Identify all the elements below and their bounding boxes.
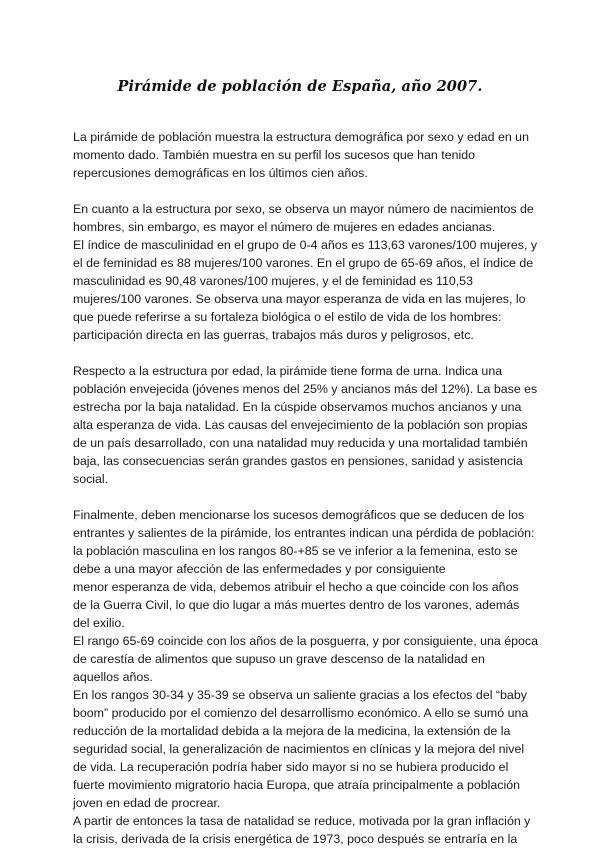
- text-line: momento dado. También muestra en su perfil los sucesos que han tenido: [73, 148, 476, 162]
- text-line: El rango 65-69 coincide con los años de la posguerra, y por consiguiente, una época: [73, 634, 538, 648]
- text-line: reducción de la mortalidad debida a la mejora de la medicina, la extensión de la: [73, 724, 511, 738]
- paragraph-sex-structure: [73, 200, 543, 344]
- text-line: boom” producido por el comienzo del desarrollismo económico. A ello se sumó una: [73, 706, 529, 720]
- text-line: menor esperanza de vida, debemos atribuir el hecho a que coincide con los años: [73, 580, 519, 594]
- text-line: de la Guerra Civil, lo que dio lugar a más muertes dentro de los varones, además: [73, 598, 520, 612]
- text-line: La pirámide de población muestra la estructura demográfica por sexo y edad en un: [73, 130, 529, 144]
- text-line: En los rangos 30-34 y 35-39 se observa un saliente gracias a los efectos del “baby: [73, 688, 527, 702]
- text-line: mujeres/100 varones. Se observa una mayor esperanza de vida en las mujeres, lo: [73, 292, 526, 306]
- text-line: entrantes y salientes de la pirámide, los entrantes indican una pérdida de población:: [73, 526, 535, 540]
- text-line: Respecto a la estructura por edad, la pirámide tiene forma de urna. Indica una: [73, 364, 503, 378]
- text-line: fuerte movimiento migratorio hacia Europa, que atraía principalmente a población: [73, 778, 521, 792]
- text-line: repercusiones demográficas en los últimos cien años.: [73, 166, 368, 180]
- paragraph-demographic-events: [73, 506, 543, 848]
- text-line: social.: [73, 472, 109, 486]
- paragraph-intro: [73, 128, 543, 182]
- text-line: que puede referirse a su fortaleza biológica o el estilo de vida de los hombres:: [73, 310, 502, 324]
- text-line: joven en edad de procrear.: [73, 796, 221, 810]
- text-line: población envejecida (jóvenes menos del 25% y ancianos más del 12%). La base es: [73, 382, 538, 396]
- text-line: del exilio.: [73, 616, 125, 630]
- text-line: de vida. La recuperación podría haber sido mayor si no se hubiera producido el: [73, 760, 509, 774]
- text-line: En cuanto a la estructura por sexo, se observa un mayor número de nacimientos de: [73, 202, 534, 216]
- text-line: participación directa en las guerras, trabajos más duros y peligrosos, etc.: [73, 328, 474, 342]
- text-line: el de feminidad es 88 mujeres/100 varones. En el grupo de 65-69 años, el índice de: [73, 256, 534, 270]
- text-line: masculinidad es 90,48 varones/100 mujeres, y el de feminidad es 110,53: [73, 274, 473, 288]
- text-line: aquellos años.: [73, 670, 153, 684]
- text-line: seguridad social, la generalización de nacimientos en clínicas y la mejora del nivel: [73, 742, 525, 756]
- text-line: estrecha por la baja natalidad. En la cúspide observamos muchos ancianos y una: [73, 400, 522, 414]
- text-line: Finalmente, deben mencionarse los sucesos demográficos que se deducen de los: [73, 508, 525, 522]
- document-body: [73, 128, 543, 848]
- text-line: debe a una mayor afección de las enfermedades y por consiguiente: [73, 562, 446, 576]
- paragraph-age-structure: [73, 362, 543, 488]
- text-line: de un país desarrollado, con una natalidad muy reducida y una mortalidad también: [73, 436, 528, 450]
- text-line: de carestía de alimentos que supuso un grave descenso de la natalidad en: [73, 652, 485, 666]
- text-line: la crisis, derivada de la crisis energética de 1973, poco después se entraría en la: [73, 832, 518, 846]
- text-line: alta esperanza de vida. Las causas del envejecimiento de la población son propias: [73, 418, 528, 432]
- document-title: Pirámide de población de España, año 2007.: [117, 78, 483, 95]
- text-line: la población masculina en los rangos 80-+85 se ve inferior a la femenina, esto se: [73, 544, 518, 558]
- text-line: hombres, sin embargo, es mayor el número de mujeres en edades ancianas.: [73, 220, 496, 234]
- text-line: baja, las consecuencias serán grandes gastos en pensiones, sanidad y asistencia: [73, 454, 523, 468]
- text-line: El índice de masculinidad en el grupo de 0-4 años es 113,63 varones/100 mujeres, y: [73, 238, 538, 252]
- text-line: A partir de entonces la tasa de natalidad se reduce, motivada por la gran inflación y: [73, 814, 531, 828]
